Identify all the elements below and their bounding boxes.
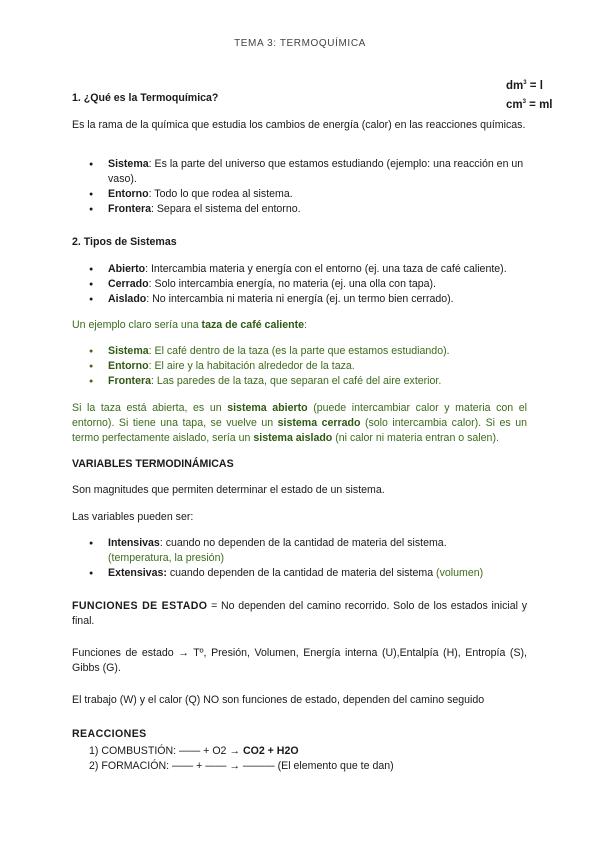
variables-types: Las variables pueden ser: xyxy=(72,511,194,523)
state-functions-definition: FUNCIONES DE ESTADO = No dependen del camino recorrido. Solo de los estados inicial y final. xyxy=(72,600,527,627)
list-item: ● Extensivas: cuando dependen de la cantidad de materia del sistema (volumen) xyxy=(89,566,529,581)
variables-title: VARIABLES TERMODINÁMICAS xyxy=(72,458,234,470)
list-item: ● Abierto: Intercambia materia y energía con el entorno (ej. una taza de café caliente). xyxy=(89,262,529,277)
list-item: ● Frontera: Separa el sistema del entorno. xyxy=(89,202,529,217)
list-item: ● Intensivas: cuando no dependen de la cantidad de materia del sistema. (temperatura, la presión) xyxy=(89,536,529,566)
section2-list xyxy=(89,262,529,307)
list-item: ● Entorno: El aire y la habitación alrededor de la taza. xyxy=(89,359,529,374)
section1-intro: Es la rama de la química que estudia los cambios de energía (calor) en las reacciones químicas. xyxy=(72,119,526,131)
list-item: ● Aislado: No intercambia ni materia ni energía (ej. un termo bien cerrado). xyxy=(89,292,529,307)
state-functions-list: Funciones de estado → Tº, Presión, Volumen, Energía interna (U),Entalpía (H), Entropía (S), Gibbs (G). xyxy=(72,647,527,674)
page-header: TEMA 3: TERMOQUÍMICA xyxy=(234,38,366,49)
reactions-title: REACCIONES xyxy=(72,728,147,740)
reaction-combustion: 1) COMBUSTIÓN: —— + O2 → CO2 + H2O xyxy=(89,745,299,757)
section1-list xyxy=(89,157,529,217)
section1-title: 1. ¿Qué es la Termoquímica? xyxy=(72,92,219,104)
list-item: ● Sistema: Es la parte del universo que estamos estudiando (ejemplo: una reacción en un vaso). xyxy=(89,157,529,187)
example-intro: Un ejemplo claro sería una taza de café caliente: xyxy=(72,319,307,331)
example-list xyxy=(89,344,529,389)
list-item: ● Entorno: Todo lo que rodea al sistema. xyxy=(89,187,529,202)
variables-intro: Son magnitudes que permiten determinar el estado de un sistema. xyxy=(72,484,385,496)
variables-list xyxy=(89,536,529,581)
list-item: ● Sistema: El café dentro de la taza (es la parte que estamos estudiando). xyxy=(89,344,529,359)
unit-dm3: $dm^3 = l$ xyxy=(506,79,543,92)
example-paragraph: Si la taza está abierta, es un sistema abierto (puede intercambiar calor y materia con el entorno). Si tiene una tapa, se vuelve un sistema cerrado (solo intercambia calor). Si es un termo perfectamente aislado, sería un sistema aislado (ni calor ni materia entran o salen). xyxy=(72,402,527,444)
unit-cm3: $cm^3$ = ml xyxy=(506,98,553,111)
work-heat-note: El trabajo (W) y el calor (Q) NO son funciones de estado, dependen del camino seguido xyxy=(72,694,485,706)
reaction-formation: 2) FORMACIÓN: —— + —— → ——— (El elemento que te dan) xyxy=(89,760,394,772)
list-item: ● Cerrado: Solo intercambia energía, no materia (ej. una olla con tapa). xyxy=(89,277,529,292)
section2-title: 2. Tipos de Sistemas xyxy=(72,236,177,248)
list-item: ● Frontera: Las paredes de la taza, que separan el café del aire exterior. xyxy=(89,374,529,389)
